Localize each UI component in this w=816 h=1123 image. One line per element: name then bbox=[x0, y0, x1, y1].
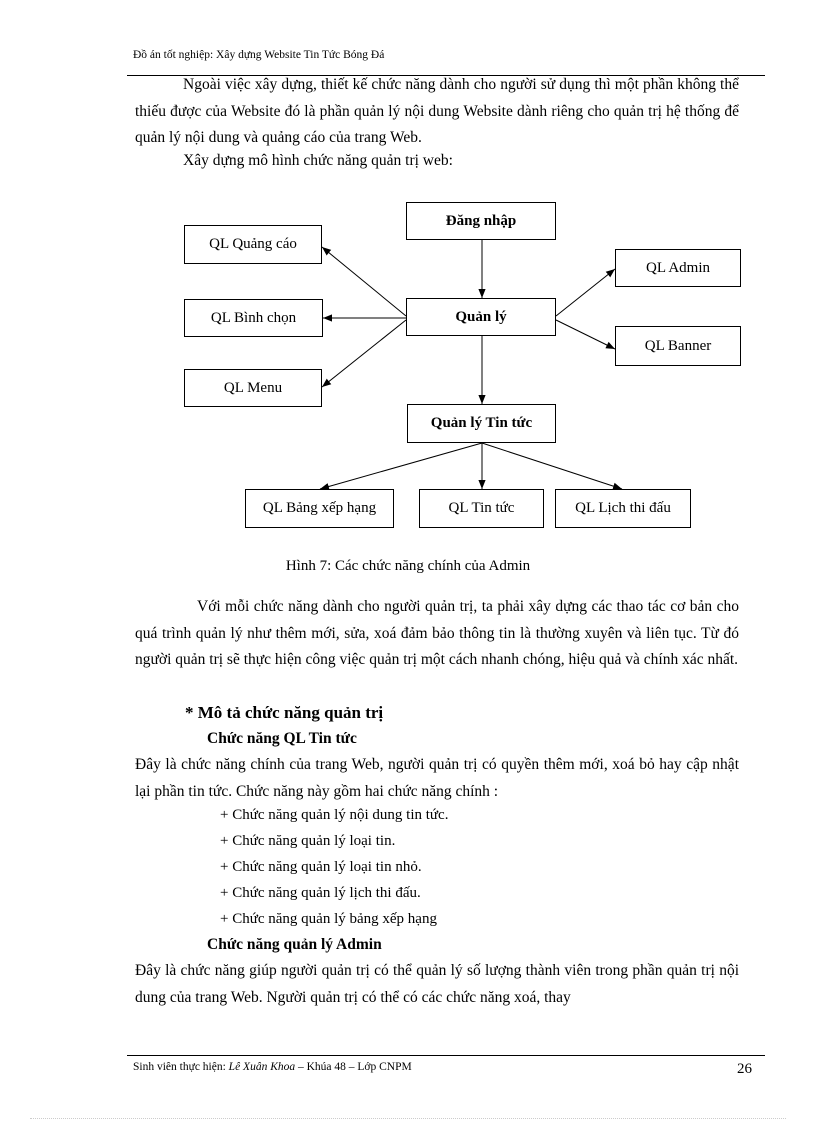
list-item: + Chức năng quản lý nội dung tin tức. bbox=[220, 807, 449, 823]
box-banner: QL Banner bbox=[615, 326, 741, 366]
arrow-manage-to-ads bbox=[322, 247, 406, 316]
box-news-manage: Quản lý Tin tức bbox=[407, 404, 556, 443]
section-heading: * Mô tả chức năng quản trị bbox=[185, 703, 384, 722]
box-ranking: QL Bảng xếp hạng bbox=[245, 489, 394, 528]
news-function-title: Chức năng QL Tin tức bbox=[207, 730, 357, 747]
list-item: + Chức năng quản lý loại tin. bbox=[220, 833, 396, 849]
footer-suffix: – Khúa 48 – Lớp CNPM bbox=[295, 1061, 412, 1073]
box-login: Đăng nhập bbox=[406, 202, 556, 240]
arrow-news-to-ranking bbox=[320, 443, 482, 489]
intro-paragraph: Ngoài việc xây dựng, thiết kế chức năng dành cho người sử dụng thì một phần không thể thiếu được của Website đó là phần quản lý nội dung Website dành riêng cho quản trị hệ thống để quản lý nội dung và quảng cáo của trang Web. bbox=[135, 76, 739, 146]
box-admin: QL Admin bbox=[615, 249, 741, 287]
box-manage: Quản lý bbox=[406, 298, 556, 336]
arrow-manage-to-menu bbox=[322, 320, 406, 387]
description-paragraph: Với mỗi chức năng dành cho người quản trị, ta phải xây dựng các thao tác cơ bản cho quá trình quản lý như thêm mới, sửa, xoá đảm bảo thông tin là thường xuyên và liên tục. Từ đó người quản trị sẽ thực hiện công việc quản trị một cách nhanh chóng, hiệu quả và chính xác nhất. bbox=[135, 598, 739, 668]
box-menu: QL Menu bbox=[184, 369, 322, 407]
list-item: + Chức năng quản lý bảng xếp hạng bbox=[220, 911, 437, 927]
list-item: + Chức năng quản lý loại tin nhỏ. bbox=[220, 859, 422, 875]
model-line: Xây dựng mô hình chức năng quản trị web: bbox=[183, 152, 453, 169]
box-ads: QL Quảng cáo bbox=[184, 225, 322, 264]
admin-function-text: Đây là chức năng giúp người quản trị có thể quản lý số lượng thành viên trong phần quản trị nội dung của trang Web. Người quản trị có thể có các chức năng xoá, thay bbox=[135, 962, 739, 1006]
box-poll: QL Bình chọn bbox=[184, 299, 323, 337]
list-item: + Chức năng quản lý lịch thi đấu. bbox=[220, 885, 421, 901]
arrow-manage-to-admin bbox=[556, 269, 615, 316]
box-schedule: QL Lịch thi đấu bbox=[555, 489, 691, 528]
page-edge bbox=[30, 1118, 786, 1119]
box-news: QL Tin tức bbox=[419, 489, 544, 528]
footer-prefix: Sinh viên thực hiện: bbox=[133, 1061, 229, 1073]
header-title: Đồ án tốt nghiệp: Xây dựng Website Tin Tức Bóng Đá bbox=[133, 49, 385, 61]
figure-caption: Hình 7: Các chức năng chính của Admin bbox=[285, 558, 531, 574]
footer-credit bbox=[133, 1061, 412, 1073]
admin-function-title: Chức năng quản lý Admin bbox=[207, 936, 382, 953]
arrow-manage-to-banner bbox=[556, 320, 615, 349]
page-number: 26 bbox=[737, 1061, 752, 1077]
arrow-news-to-schedule bbox=[482, 443, 622, 489]
footer-divider bbox=[127, 1055, 765, 1056]
news-function-text: Đây là chức năng chính của trang Web, người quản trị có quyền thêm mới, xoá bỏ hay cập nhật lại phần tin tức. Chức năng này gồm hai chức năng chính : bbox=[135, 756, 739, 800]
footer-author: Lê Xuân Khoa bbox=[228, 1061, 296, 1073]
